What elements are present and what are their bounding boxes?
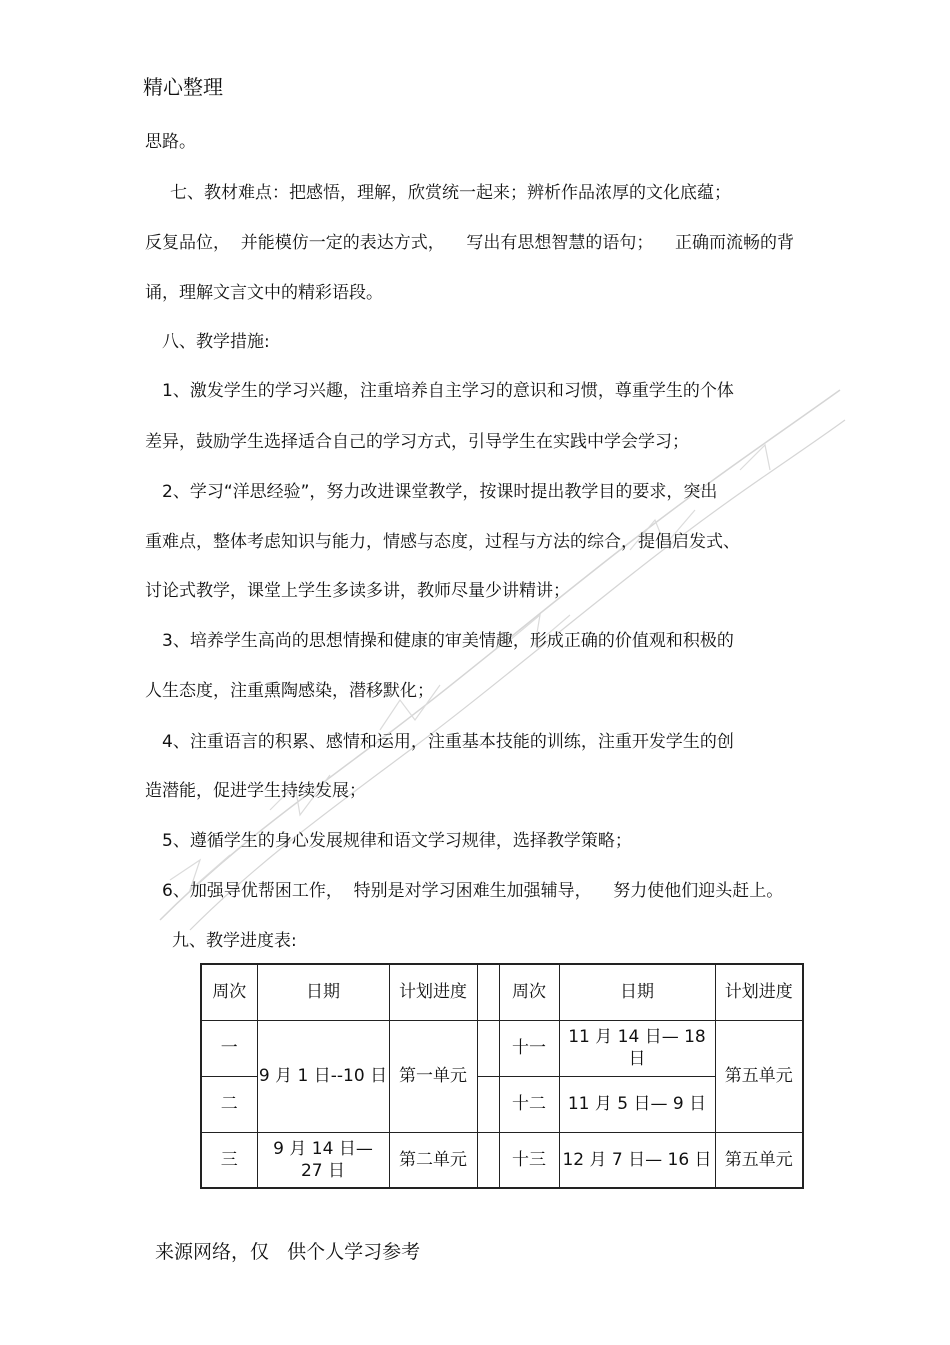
table-row <box>201 1132 803 1188</box>
paragraph-line: 差异，鼓励学生选择适合自己的学习方式，引导学生在实践中学会学习； <box>145 432 689 452</box>
header-cell: 计划进度 <box>715 964 803 1020</box>
paragraph-line: 反复品位， 并能模仿一定的表达方式， 写出有思想智慧的语句； 正确而流畅的背 <box>145 233 795 253</box>
date-cell: 9 月 1 日--10 日 <box>257 1020 389 1132</box>
spacer-cell <box>477 1020 499 1076</box>
paragraph-line: 人生态度，注重熏陶感染，潜移默化； <box>145 681 434 701</box>
paragraph-line: 2、学习“洋思经验”，努力改进课堂教学，按课时提出教学目的要求，突出 <box>162 482 718 502</box>
spacer-cell <box>477 964 499 1020</box>
table-header-row <box>201 964 803 1020</box>
week-cell: 二 <box>201 1076 257 1132</box>
header-cell: 周次 <box>201 964 257 1020</box>
plan-cell: 第一单元 <box>389 1020 477 1132</box>
spacer-cell <box>477 1076 499 1132</box>
date-cell: 11 月 5 日— 9 日 <box>559 1076 715 1132</box>
table-row <box>201 1020 803 1076</box>
paragraph-line: 3、培养学生高尚的思想情操和健康的审美情趣，形成正确的价值观和积极的 <box>162 631 734 651</box>
header-cell: 周次 <box>499 964 559 1020</box>
paragraph-line: 重难点，整体考虑知识与能力，情感与态度，过程与方法的综合，提倡启发式、 <box>145 532 740 552</box>
page-footer: 来源网络，仅 供个人学习参考 <box>155 1241 421 1263</box>
paragraph-line: 思路。 <box>145 132 196 152</box>
paragraph-line: 1、激发学生的学习兴趣，注重培养自主学习的意识和习惯，尊重学生的个体 <box>162 381 734 401</box>
header-cell: 计划进度 <box>389 964 477 1020</box>
watermark-scribble <box>150 380 850 940</box>
paragraph-line: 4、注重语言的积累、感情和运用，注重基本技能的训练，注重开发学生的创 <box>162 732 734 752</box>
date-cell: 12 月 7 日— 16 日 <box>559 1132 715 1188</box>
header-cell: 日期 <box>257 964 389 1020</box>
plan-cell: 第二单元 <box>389 1132 477 1188</box>
date-cell: 11 月 14 日— 18 日 <box>559 1020 715 1076</box>
paragraph-line: 七、教材难点：把感悟，理解，欣赏统一起来；辨析作品浓厚的文化底蕴； <box>170 183 731 203</box>
paragraph-line: 5、遵循学生的身心发展规律和语文学习规律，选择教学策略； <box>162 831 632 851</box>
date-cell: 9 月 14 日— 27 日 <box>257 1132 389 1188</box>
paragraph-line: 造潜能，促进学生持续发展； <box>145 781 366 801</box>
week-cell: 十三 <box>499 1132 559 1188</box>
plan-cell: 第五单元 <box>715 1020 803 1132</box>
plan-cell: 第五单元 <box>715 1132 803 1188</box>
page-header: 精心整理 <box>143 75 223 99</box>
header-cell: 日期 <box>559 964 715 1020</box>
paragraph-line: 诵，理解文言文中的精彩语段。 <box>145 283 383 303</box>
section-heading: 九、教学进度表: <box>172 931 297 951</box>
section-heading: 八、教学措施: <box>162 332 270 352</box>
week-cell: 三 <box>201 1132 257 1188</box>
week-cell: 一 <box>201 1020 257 1076</box>
week-cell: 十二 <box>499 1076 559 1132</box>
schedule-table <box>200 963 804 1189</box>
week-cell: 十一 <box>499 1020 559 1076</box>
paragraph-line: 6、加强导优帮困工作， 特别是对学习困难生加强辅导， 努力使他们迎头赶上。 <box>162 881 784 901</box>
paragraph-line: 讨论式教学，课堂上学生多读多讲，教师尽量少讲精讲； <box>145 581 570 601</box>
spacer-cell <box>477 1132 499 1188</box>
